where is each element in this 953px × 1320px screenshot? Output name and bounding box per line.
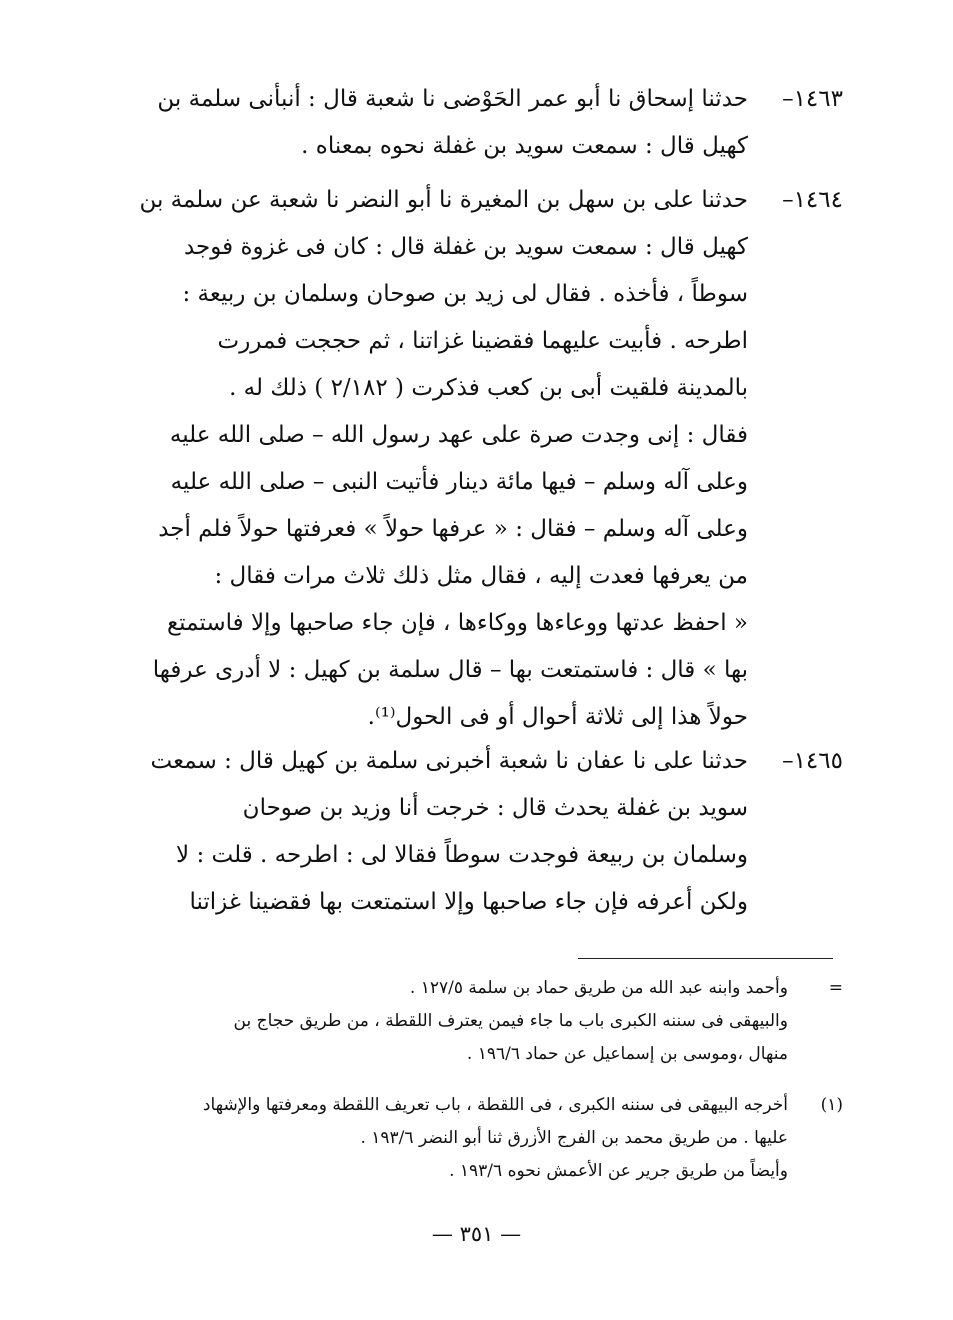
hadith-entry-1463 [113, 76, 843, 170]
text-line: كهيل قال : سمعت سويد بن غفلة نحوه بمعناه . [301, 133, 748, 159]
footnote-line: منهال ،وموسى بن إسماعيل عن حماد ١٩٦/٦ . [466, 1044, 788, 1064]
page-number: — ٣٥١ — [431, 1222, 522, 1246]
entry-number: ١٤٦٤– [782, 187, 843, 213]
footnote-line: وأحمد وابنه عبد الله من طريق حماد بن سلمة ١٢٧/٥ . [409, 978, 788, 998]
footnote-line: عليها . من طريق محمد بن الفرج الأزرق ثنا أبو النضر ١٩٣/٦ . [360, 1128, 788, 1148]
entry-number: ١٤٦٥– [782, 748, 843, 774]
text-line: حدثنا إسحاق نا أبو عمر الحَوْضى نا شعبة قال : أنبأنى سلمة بن [157, 86, 748, 112]
footnote-continuation [113, 972, 843, 1071]
text-line: سوطاً ، فأخذه . فقال لى زيد بن صوحان وسلمان بن ربيعة : [182, 281, 748, 307]
text-line: بها » قال : فاستمتعت بها – قال سلمة بن كهيل : لا أدرى عرفها [152, 657, 748, 683]
footnote-line: وأيضاً من طريق جرير عن الأعمش نحوه ١٩٣/٦ . [449, 1161, 788, 1181]
hadith-entry-1464 [113, 177, 843, 741]
footnote-divider [578, 958, 833, 959]
text-line: حدثنا على نا عفان نا شعبة أخبرنى سلمة بن كهيل قال : سمعت [150, 748, 748, 774]
text-line: فقال : إنى وجدت صرة على عهد رسول الله – صلى الله عليه [169, 422, 748, 448]
text-line: حدثنا على بن سهل بن المغيرة نا أبو النضر نا شعبة عن سلمة بن [139, 187, 748, 213]
footnote-mark: (١) [820, 1095, 843, 1115]
hadith-entry-1465 [113, 738, 843, 926]
text-line: من يعرفها فعدت إليه ، فقال مثل ذلك ثلاث مرات فقال : [214, 563, 748, 589]
text-line: وعلى آله وسلم – فقال : « عرفها حولاً » فعرفتها حولاً فلم أجد [158, 516, 748, 542]
text-line: بالمدينة فلقيت أبى بن كعب فذكرت ( ٢/١٨٢ ) ذلك له . [229, 375, 748, 401]
entry-number: ١٤٦٣– [782, 86, 843, 112]
footnote-1 [113, 1089, 843, 1188]
text-line: ولكن أعرفه فإن جاء صاحبها وإلا استمتعت بها فقضينا غزاتنا [189, 889, 748, 915]
text-line: وسلمان بن ربيعة فوجدت سوطاً فقالا لى : اطرحه . قلت : لا [176, 842, 748, 868]
text-line: وعلى آله وسلم – فيها مائة دينار فأتيت النبى – صلى الله عليه [170, 469, 748, 495]
footnote-line: والبيهقى فى سننه الكبرى باب ما جاء فيمن يعترف اللقطة ، من طريق حجاج بن [233, 1011, 788, 1031]
footnote-mark: = [828, 978, 843, 998]
text-line: سويد بن غفلة يحدث قال : خرجت أنا وزيد بن صوحان [242, 795, 748, 821]
text-line: حولاً هذا إلى ثلاثة أحوال أو فى الحول⁽¹⁾. [367, 704, 748, 730]
footnote-line: أخرجه البيهقى فى سننه الكبرى ، فى اللقطة ، باب تعريف اللقطة ومعرفتها والإشهاد [202, 1095, 788, 1115]
text-line: اطرحه . فأبيت عليهما فقضينا غزاتنا ، ثم حججت فمررت [217, 328, 748, 354]
text-line: كهيل قال : سمعت سويد بن غفلة قال : كان فى غزوة فوجد [183, 234, 748, 260]
text-line: « احفظ عدتها ووعاءها ووكاءها ، فإن جاء صاحبها وإلا فاستمتع [166, 610, 748, 636]
